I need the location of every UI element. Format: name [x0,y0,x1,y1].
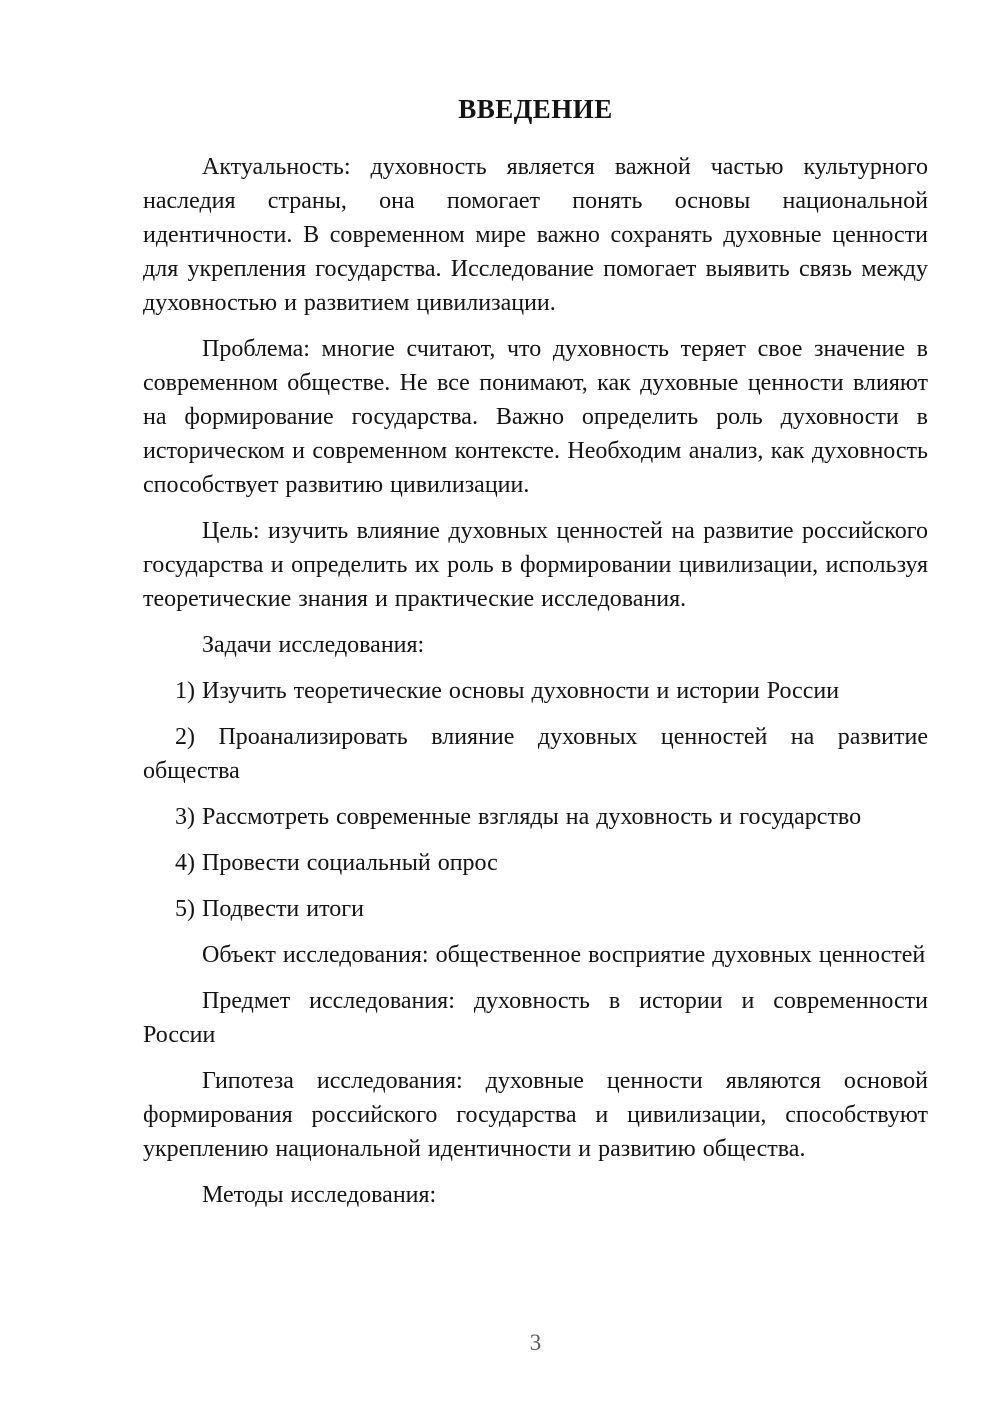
page-number: 3 [529,1330,542,1355]
paragraph-relevance: Актуальность: духовность является важной частью культурного наследия страны, она помогает понять основы национальной идентичности. В современном мире важно сохранять духовные ценности для укрепления государства. Исследование помогает выявить связь между духовностью и развитием цивилизации. [143,154,928,316]
task-item: 4) Провести социальный опрос [175,850,498,876]
paragraph-object: Объект исследования: общественное восприятие духовных ценностей [202,942,926,968]
paragraph-hypothesis: Гипотеза исследования: духовные ценности являются основой формирования российского государства и цивилизации, способствуют укреплению национальной идентичности и развитию общества. [143,1068,928,1162]
methods-heading: Методы исследования: [202,1182,437,1208]
tasks-heading: Задачи исследования: [202,632,425,658]
task-item: 2) Проанализировать влияние духовных ценностей на развитие общества [143,724,928,784]
task-item: 3) Рассмотреть современные взгляды на духовность и государство [175,804,862,830]
task-item: 5) Подвести итоги [175,896,364,922]
tasks-list [143,674,928,926]
page-content [143,92,928,1224]
paragraph-subject: Предмет исследования: духовность в истории и современности России [143,988,928,1048]
paragraph-problem: Проблема: многие считают, что духовность теряет свое значение в современном обществе. Не все понимают, как духовные ценности влияют на формирование государства. Важно определить роль духовности в историческом и современном контексте. Необходим анализ, как духовность способствует развитию цивилизации. [143,336,928,498]
task-item: 1) Изучить теоретические основы духовности и истории России [175,678,840,704]
paragraph-goal: Цель: изучить влияние духовных ценностей на развитие российского государства и определить их роль в формировании цивилизации, используя теоретические знания и практические исследования. [143,518,928,612]
page-title: ВВЕДЕНИЕ [458,94,613,124]
